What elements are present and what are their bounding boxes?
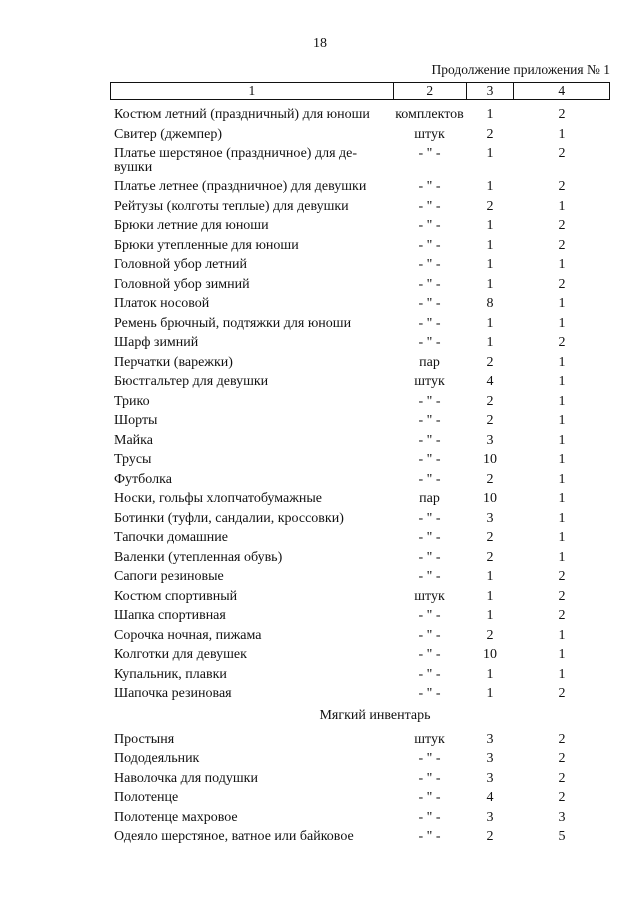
table-row (110, 217, 610, 237)
unit-cell: - " - (418, 770, 441, 786)
quantity-cell: 3 (486, 809, 494, 825)
item-name-cell (110, 809, 393, 825)
term-cell: 2 (558, 751, 566, 766)
quantity-cell: 2 (486, 413, 494, 428)
item-name-line: Купальник, плавки (114, 666, 227, 682)
item-name-cell (110, 295, 393, 311)
quantity-cell: 1 (486, 335, 494, 350)
item-name-cell (110, 354, 393, 370)
item-name-line: Платье шерстяное (праздничное) для де- (114, 146, 358, 161)
unit-cell: - " - (418, 647, 441, 662)
table-row (110, 178, 610, 198)
item-name-line: Головной убор летний (114, 257, 247, 272)
table-row (110, 373, 610, 393)
item-name-cell (110, 789, 393, 805)
item-name-line: Брюки летние для юноши (114, 218, 269, 233)
item-name-line: Носки, гольфы хлопчатобумажные (114, 491, 322, 506)
table-row (110, 588, 610, 608)
item-name-line: Пододеяльник (114, 751, 200, 766)
unit-cell: - " - (418, 198, 441, 214)
item-name-cell (110, 685, 393, 701)
quantity-cell: 1 (486, 588, 494, 604)
item-name-line: Наволочка для подушки (114, 770, 258, 786)
quantity-cell: 3 (486, 770, 494, 786)
quantity-cell: 10 (483, 647, 497, 662)
unit-cell: - " - (418, 257, 441, 272)
term-cell: 1 (558, 471, 566, 487)
quantity-cell: 2 (486, 393, 494, 409)
item-name-cell (110, 770, 393, 786)
unit-cell: - " - (418, 276, 441, 292)
term-cell: 1 (558, 354, 566, 370)
unit-cell: - " - (418, 218, 441, 233)
unit-cell: - " - (418, 569, 441, 584)
table-row (110, 393, 610, 413)
item-name-cell (110, 731, 393, 747)
item-name-line: Сапоги резиновые (114, 569, 224, 584)
unit-cell: комплектов (395, 107, 464, 122)
item-name-cell (110, 217, 393, 233)
quantity-cell: 10 (483, 491, 497, 506)
term-cell: 2 (558, 770, 566, 786)
item-name-cell (110, 607, 393, 623)
table-row (110, 750, 610, 770)
term-cell: 2 (558, 731, 566, 747)
table-row (110, 828, 610, 848)
header-col-4: 4 (513, 83, 609, 99)
quantity-cell: 2 (486, 126, 494, 142)
table-row (110, 432, 610, 452)
term-cell: 2 (558, 146, 566, 161)
quantity-cell: 1 (486, 179, 494, 194)
term-cell: 2 (558, 218, 566, 233)
unit-cell: штук (414, 374, 445, 389)
item-name-cell (110, 412, 393, 428)
quantity-cell: 4 (486, 374, 494, 389)
table-body (110, 106, 610, 848)
item-name-line: Свитер (джемпер) (114, 126, 222, 142)
term-cell: 1 (558, 393, 566, 409)
item-name-cell (110, 198, 393, 214)
quantity-cell: 3 (486, 751, 494, 766)
section-heading-soft-inventory: Мягкий инвентарь (319, 707, 431, 723)
table-row (110, 451, 610, 471)
table-row (110, 471, 610, 491)
table-row (110, 646, 610, 666)
unit-cell: - " - (418, 829, 441, 844)
item-name-cell (110, 256, 393, 272)
quantity-cell: 2 (486, 530, 494, 545)
item-name-line: Головной убор зимний (114, 276, 250, 292)
quantity-cell: 1 (486, 218, 494, 233)
unit-cell: штук (414, 731, 445, 747)
table-row (110, 412, 610, 432)
term-cell: 2 (558, 179, 566, 194)
unit-cell: - " - (418, 146, 441, 161)
item-name-line: Перчатки (варежки) (114, 354, 233, 370)
quantity-cell: 1 (486, 569, 494, 584)
term-cell: 1 (558, 530, 566, 545)
unit-cell: - " - (418, 686, 441, 701)
unit-cell: - " - (418, 471, 441, 487)
table-row (110, 334, 610, 354)
term-cell: 1 (558, 257, 566, 272)
unit-cell: - " - (418, 315, 441, 331)
quantity-cell: 3 (486, 510, 494, 526)
item-name-cell (110, 451, 393, 467)
table-row (110, 126, 610, 146)
header-col-3: 3 (466, 83, 514, 99)
unit-cell: - " - (418, 393, 441, 409)
quantity-cell: 2 (486, 549, 494, 565)
table-row (110, 276, 610, 296)
table-row (110, 549, 610, 569)
term-cell: 3 (558, 809, 566, 825)
item-name-line: Полотенце махровое (114, 809, 238, 825)
item-name-line: Бюстгальтер для девушки (114, 374, 269, 389)
item-name-cell (110, 568, 393, 584)
appendix-continuation-note: Продолжение приложения № 1 (431, 62, 610, 77)
item-name-cell (110, 432, 393, 448)
items-table (110, 82, 610, 848)
item-name-cell (110, 627, 393, 643)
item-name-line: Шарф зимний (114, 335, 199, 350)
quantity-cell: 2 (486, 354, 494, 370)
table-row (110, 106, 610, 126)
unit-cell: - " - (418, 179, 441, 194)
term-cell: 1 (558, 491, 566, 506)
item-name-cell (110, 373, 393, 389)
table-row (110, 685, 610, 705)
quantity-cell: 1 (486, 315, 494, 331)
quantity-cell: 1 (486, 686, 494, 701)
table-row (110, 809, 610, 829)
item-name-cell (110, 393, 393, 409)
term-cell: 1 (558, 198, 566, 214)
quantity-cell: 2 (486, 829, 494, 844)
item-name-cell (110, 145, 393, 175)
quantity-cell: 3 (486, 432, 494, 448)
item-name-line: Платье летнее (праздничное) для девушки (114, 179, 367, 194)
quantity-cell: 1 (486, 237, 494, 253)
item-name-line: Шапочка резиновая (114, 686, 232, 701)
item-name-line: Колготки для девушек (114, 647, 247, 662)
item-name-line: вушки (114, 160, 153, 175)
unit-cell: штук (414, 588, 445, 604)
item-name-line: Шорты (114, 413, 158, 428)
unit-cell: - " - (418, 751, 441, 766)
item-name-cell (110, 828, 393, 844)
item-name-cell (110, 529, 393, 545)
item-name-cell (110, 510, 393, 526)
term-cell: 2 (558, 790, 566, 805)
item-name-line: Простыня (114, 731, 175, 747)
item-name-cell (110, 237, 393, 253)
item-name-cell (110, 276, 393, 292)
table-row (110, 789, 610, 809)
table-row (110, 510, 610, 530)
unit-cell: - " - (418, 237, 441, 253)
term-cell: 2 (558, 276, 566, 292)
table-row (110, 354, 610, 374)
table-row (110, 666, 610, 686)
quantity-cell: 3 (486, 731, 494, 747)
unit-cell: - " - (418, 335, 441, 350)
term-cell: 2 (558, 335, 566, 350)
item-name-line: Валенки (утепленная обувь) (114, 549, 283, 565)
unit-cell: штук (414, 126, 445, 142)
item-name-line: Шапка спортивная (114, 608, 226, 623)
unit-cell: - " - (418, 510, 441, 526)
item-name-line: Одеяло шерстяное, ватное или байковое (114, 829, 354, 844)
item-name-line: Брюки утепленные для юноши (114, 237, 299, 253)
item-name-line: Майка (114, 432, 153, 448)
term-cell: 1 (558, 432, 566, 448)
item-name-cell (110, 471, 393, 487)
item-name-line: Полотенце (114, 790, 179, 805)
item-name-line: Футболка (114, 471, 172, 487)
item-name-cell (110, 106, 393, 122)
unit-cell: - " - (418, 413, 441, 428)
table-row (110, 315, 610, 335)
term-cell: 2 (558, 608, 566, 623)
quantity-cell: 1 (486, 666, 494, 682)
item-name-cell (110, 588, 393, 604)
item-name-line: Тапочки домашние (114, 530, 229, 545)
unit-cell: пар (419, 491, 440, 506)
term-cell: 1 (558, 374, 566, 389)
page-number: 18 (313, 36, 327, 51)
item-name-line: Костюм летний (праздничный) для юноши (114, 107, 370, 122)
item-name-cell (110, 126, 393, 142)
table-row (110, 627, 610, 647)
item-name-line: Рейтузы (колготы теплые) для девушки (114, 198, 349, 214)
item-name-line: Трусы (114, 452, 152, 467)
quantity-cell: 8 (486, 296, 494, 311)
quantity-cell: 4 (486, 790, 494, 805)
item-name-cell (110, 178, 393, 194)
term-cell: 1 (558, 452, 566, 467)
unit-cell: - " - (418, 432, 441, 448)
item-name-line: Трико (114, 393, 150, 409)
table-row (110, 607, 610, 627)
unit-cell: - " - (418, 809, 441, 825)
quantity-cell: 2 (486, 198, 494, 214)
unit-cell: - " - (418, 296, 441, 311)
unit-cell: - " - (418, 666, 441, 682)
item-name-cell (110, 646, 393, 662)
unit-cell: - " - (418, 627, 441, 643)
unit-cell: - " - (418, 549, 441, 565)
table-row (110, 770, 610, 790)
table-row (110, 145, 610, 178)
term-cell: 2 (558, 107, 566, 122)
item-name-line: Ремень брючный, подтяжки для юноши (114, 315, 352, 331)
unit-cell: - " - (418, 608, 441, 623)
term-cell: 1 (558, 549, 566, 565)
term-cell: 1 (558, 647, 566, 662)
unit-cell: пар (419, 354, 440, 370)
quantity-cell: 2 (486, 627, 494, 643)
table-row (110, 529, 610, 549)
table-row (110, 295, 610, 315)
term-cell: 2 (558, 686, 566, 701)
item-name-cell (110, 549, 393, 565)
quantity-cell: 1 (486, 107, 494, 122)
item-name-line: Костюм спортивный (114, 588, 238, 604)
term-cell: 1 (558, 315, 566, 331)
item-name-cell (110, 750, 393, 766)
item-name-cell (110, 315, 393, 331)
item-name-line: Платок носовой (114, 296, 210, 311)
quantity-cell: 1 (486, 146, 494, 161)
table-row (110, 237, 610, 257)
quantity-cell: 1 (486, 608, 494, 623)
term-cell: 2 (558, 569, 566, 584)
table-row (110, 256, 610, 276)
term-cell: 1 (558, 126, 566, 142)
table-row (110, 198, 610, 218)
item-name-line: Ботинки (туфли, сандалии, кроссовки) (114, 510, 344, 526)
quantity-cell: 2 (486, 471, 494, 487)
unit-cell: - " - (418, 452, 441, 467)
table-row (110, 490, 610, 510)
header-col-2: 2 (393, 83, 466, 99)
term-cell: 5 (558, 829, 566, 844)
item-name-cell (110, 490, 393, 506)
quantity-cell: 10 (483, 452, 497, 467)
header-col-1: 1 (248, 83, 256, 98)
term-cell: 1 (558, 296, 566, 311)
term-cell: 1 (558, 413, 566, 428)
term-cell: 1 (558, 510, 566, 526)
table-header-row (110, 82, 610, 100)
term-cell: 2 (558, 588, 566, 604)
item-name-line: Сорочка ночная, пижама (114, 627, 262, 643)
unit-cell: - " - (418, 530, 441, 545)
term-cell: 2 (558, 237, 566, 253)
table-row (110, 731, 610, 751)
term-cell: 1 (558, 627, 566, 643)
quantity-cell: 1 (486, 257, 494, 272)
table-row (110, 568, 610, 588)
item-name-cell (110, 666, 393, 682)
unit-cell: - " - (418, 790, 441, 805)
item-name-cell (110, 334, 393, 350)
quantity-cell: 1 (486, 276, 494, 292)
term-cell: 1 (558, 666, 566, 682)
